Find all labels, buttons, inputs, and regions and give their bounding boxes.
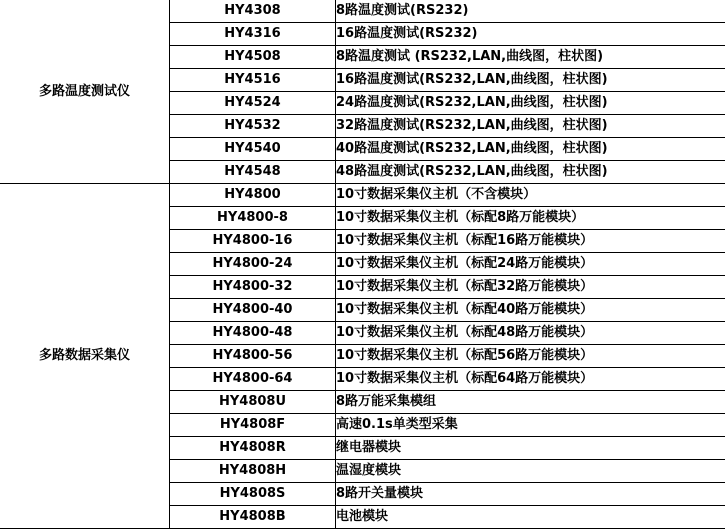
model-cell: HY4308 — [170, 0, 336, 23]
description-cell: 16路温度测试(RS232) — [336, 23, 725, 46]
description-cell: 32路温度测试(RS232,LAN,曲线图，柱状图) — [336, 115, 725, 138]
model-cell: HY4800-32 — [170, 276, 336, 299]
model-cell: HY4316 — [170, 23, 336, 46]
description-cell: 10寸数据采集仪主机（标配8路万能模块） — [336, 207, 725, 230]
table-row — [0, 0, 725, 23]
description-cell: 8路温度测试(RS232) — [336, 0, 725, 23]
description-cell: 10寸数据采集仪主机（不含模块） — [336, 184, 725, 207]
model-cell: HY4524 — [170, 92, 336, 115]
description-cell: 48路温度测试(RS232,LAN,曲线图，柱状图) — [336, 161, 725, 184]
description-cell: 高速0.1s单类型采集 — [336, 414, 725, 437]
model-cell: HY4540 — [170, 138, 336, 161]
model-cell: HY4508 — [170, 46, 336, 69]
description-cell: 10寸数据采集仪主机（标配48路万能模块） — [336, 322, 725, 345]
description-cell: 24路温度测试(RS232,LAN,曲线图，柱状图) — [336, 92, 725, 115]
description-cell: 10寸数据采集仪主机（标配24路万能模块） — [336, 253, 725, 276]
model-cell: HY4800-16 — [170, 230, 336, 253]
model-cell: HY4800-64 — [170, 368, 336, 391]
description-cell: 电池模块 — [336, 506, 725, 529]
description-cell: 10寸数据采集仪主机（标配64路万能模块） — [336, 368, 725, 391]
description-cell: 8路万能采集模组 — [336, 391, 725, 414]
description-cell: 温湿度模块 — [336, 460, 725, 483]
model-cell: HY4800-48 — [170, 322, 336, 345]
model-cell: HY4800-56 — [170, 345, 336, 368]
description-cell: 8路开关量模块 — [336, 483, 725, 506]
model-cell: HY4800-24 — [170, 253, 336, 276]
description-cell: 继电器模块 — [336, 437, 725, 460]
model-cell: HY4808H — [170, 460, 336, 483]
description-cell: 16路温度测试(RS232,LAN,曲线图，柱状图) — [336, 69, 725, 92]
description-cell: 10寸数据采集仪主机（标配16路万能模块） — [336, 230, 725, 253]
category-cell: 多路数据采集仪 — [0, 184, 170, 529]
model-cell: HY4808B — [170, 506, 336, 529]
description-cell: 10寸数据采集仪主机（标配32路万能模块） — [336, 276, 725, 299]
description-cell: 10寸数据采集仪主机（标配40路万能模块） — [336, 299, 725, 322]
model-cell: HY4808R — [170, 437, 336, 460]
description-cell: 10寸数据采集仪主机（标配56路万能模块） — [336, 345, 725, 368]
model-cell: HY4808F — [170, 414, 336, 437]
model-cell: HY4548 — [170, 161, 336, 184]
model-cell: HY4532 — [170, 115, 336, 138]
model-cell: HY4808S — [170, 483, 336, 506]
category-cell: 多路温度测试仪 — [0, 0, 170, 184]
model-cell: HY4800-8 — [170, 207, 336, 230]
table-row — [0, 184, 725, 207]
description-cell: 8路温度测试 (RS232,LAN,曲线图，柱状图) — [336, 46, 725, 69]
model-cell: HY4808U — [170, 391, 336, 414]
model-cell: HY4516 — [170, 69, 336, 92]
model-cell: HY4800 — [170, 184, 336, 207]
model-cell: HY4800-40 — [170, 299, 336, 322]
description-cell: 40路温度测试(RS232,LAN,曲线图，柱状图) — [336, 138, 725, 161]
